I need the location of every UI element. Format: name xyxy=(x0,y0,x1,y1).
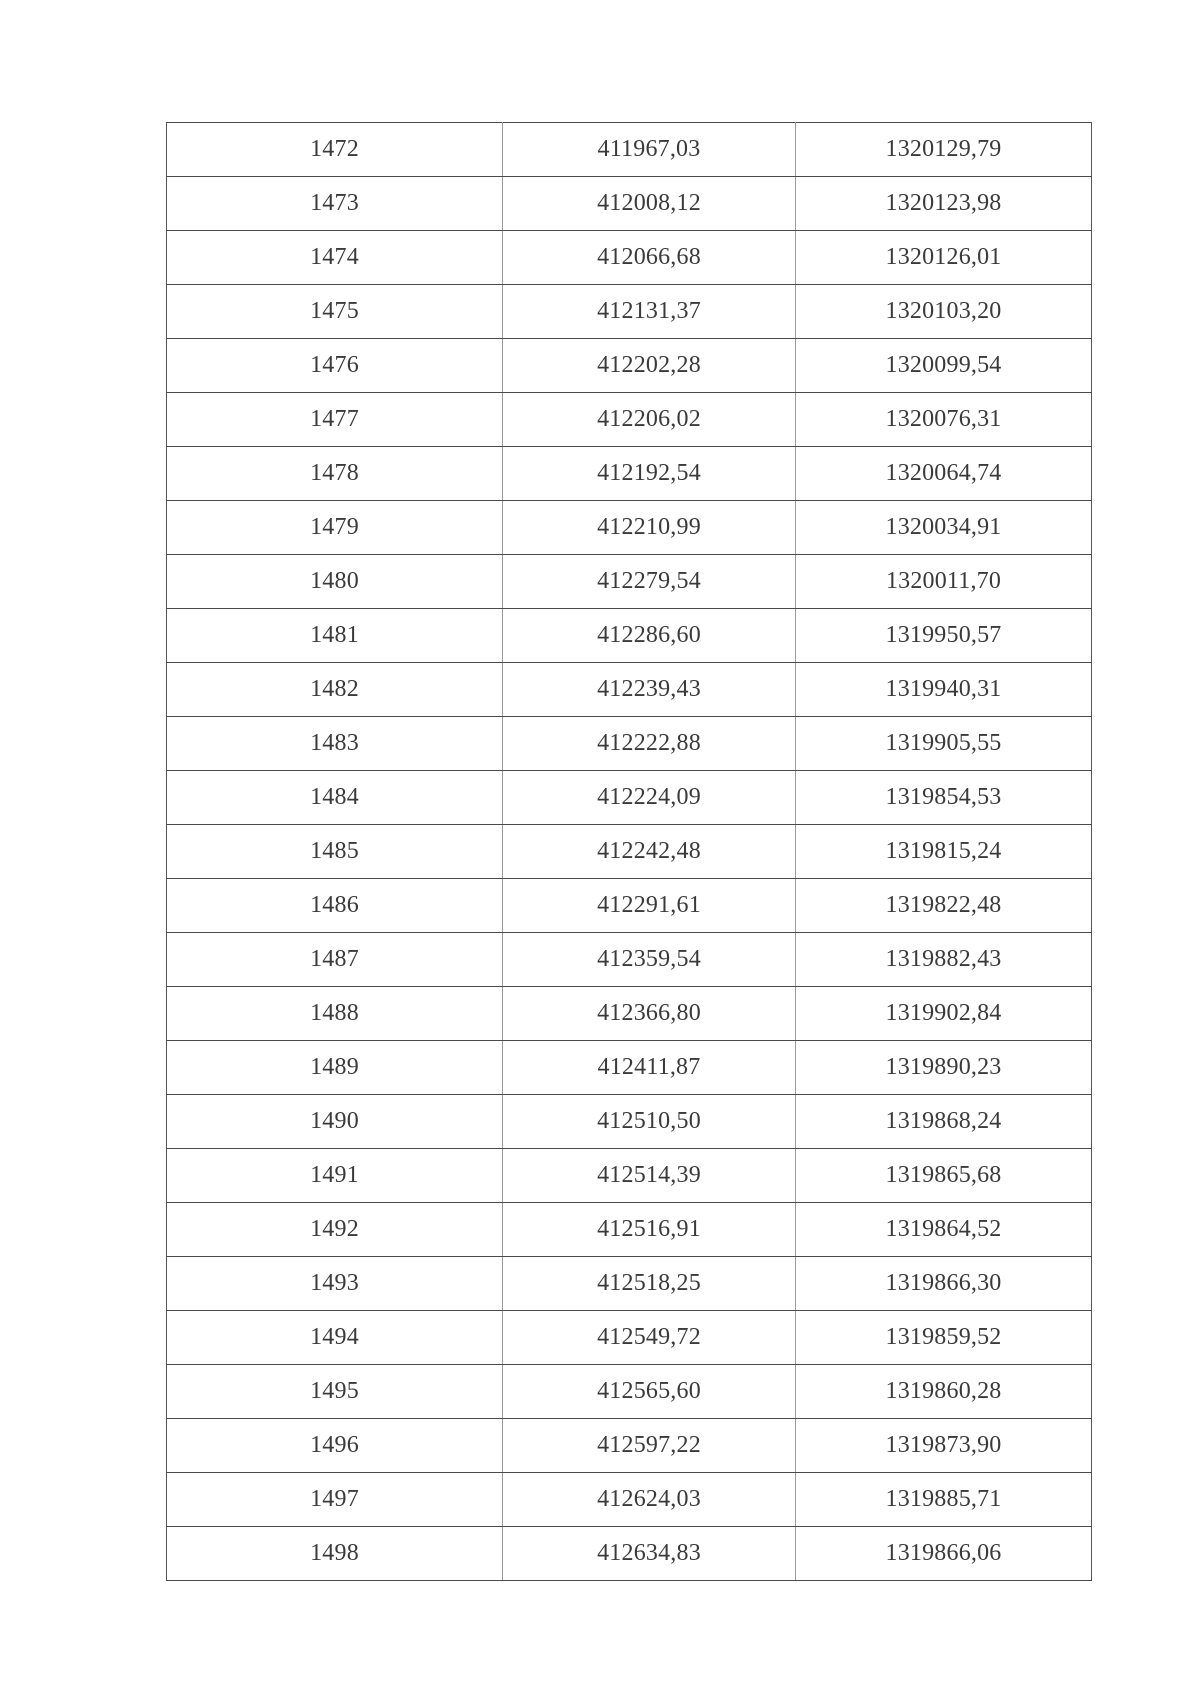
point-number-cell: 1489 xyxy=(167,1041,503,1095)
x-coordinate-cell: 412202,28 xyxy=(503,339,796,393)
coordinates-table xyxy=(166,122,1092,1581)
table-row xyxy=(167,663,1092,717)
y-coordinate-cell: 1320123,98 xyxy=(796,177,1092,231)
point-number-cell: 1493 xyxy=(167,1257,503,1311)
table-row xyxy=(167,1527,1092,1581)
point-number-cell: 1491 xyxy=(167,1149,503,1203)
y-coordinate-cell: 1320076,31 xyxy=(796,393,1092,447)
x-coordinate-cell: 412510,50 xyxy=(503,1095,796,1149)
x-coordinate-cell: 412131,37 xyxy=(503,285,796,339)
x-coordinate-cell: 412291,61 xyxy=(503,879,796,933)
x-coordinate-cell: 412634,83 xyxy=(503,1527,796,1581)
y-coordinate-cell: 1319868,24 xyxy=(796,1095,1092,1149)
point-number-cell: 1487 xyxy=(167,933,503,987)
table-row xyxy=(167,1473,1092,1527)
point-number-cell: 1480 xyxy=(167,555,503,609)
y-coordinate-cell: 1319940,31 xyxy=(796,663,1092,717)
y-coordinate-cell: 1320011,70 xyxy=(796,555,1092,609)
table-row xyxy=(167,933,1092,987)
y-coordinate-cell: 1319866,06 xyxy=(796,1527,1092,1581)
x-coordinate-cell: 412286,60 xyxy=(503,609,796,663)
table-row xyxy=(167,879,1092,933)
table-row xyxy=(167,123,1092,177)
point-number-cell: 1486 xyxy=(167,879,503,933)
x-coordinate-cell: 412366,80 xyxy=(503,987,796,1041)
point-number-cell: 1478 xyxy=(167,447,503,501)
point-number-cell: 1497 xyxy=(167,1473,503,1527)
point-number-cell: 1475 xyxy=(167,285,503,339)
table-row xyxy=(167,1419,1092,1473)
x-coordinate-cell: 412411,87 xyxy=(503,1041,796,1095)
table-row xyxy=(167,393,1092,447)
x-coordinate-cell: 412514,39 xyxy=(503,1149,796,1203)
table-row xyxy=(167,177,1092,231)
y-coordinate-cell: 1320103,20 xyxy=(796,285,1092,339)
table-row xyxy=(167,1365,1092,1419)
table-row xyxy=(167,825,1092,879)
point-number-cell: 1477 xyxy=(167,393,503,447)
x-coordinate-cell: 412206,02 xyxy=(503,393,796,447)
point-number-cell: 1484 xyxy=(167,771,503,825)
table-row xyxy=(167,609,1092,663)
table-row xyxy=(167,771,1092,825)
table-row xyxy=(167,1257,1092,1311)
y-coordinate-cell: 1319859,52 xyxy=(796,1311,1092,1365)
x-coordinate-cell: 412279,54 xyxy=(503,555,796,609)
x-coordinate-cell: 412597,22 xyxy=(503,1419,796,1473)
x-coordinate-cell: 412242,48 xyxy=(503,825,796,879)
table-row xyxy=(167,1311,1092,1365)
table-row xyxy=(167,231,1092,285)
x-coordinate-cell: 412224,09 xyxy=(503,771,796,825)
point-number-cell: 1481 xyxy=(167,609,503,663)
y-coordinate-cell: 1319902,84 xyxy=(796,987,1092,1041)
coordinates-table-body xyxy=(167,123,1092,1581)
y-coordinate-cell: 1319885,71 xyxy=(796,1473,1092,1527)
y-coordinate-cell: 1320099,54 xyxy=(796,339,1092,393)
x-coordinate-cell: 412210,99 xyxy=(503,501,796,555)
table-row xyxy=(167,1149,1092,1203)
y-coordinate-cell: 1319873,90 xyxy=(796,1419,1092,1473)
point-number-cell: 1488 xyxy=(167,987,503,1041)
x-coordinate-cell: 412192,54 xyxy=(503,447,796,501)
x-coordinate-cell: 412008,12 xyxy=(503,177,796,231)
x-coordinate-cell: 412359,54 xyxy=(503,933,796,987)
point-number-cell: 1474 xyxy=(167,231,503,285)
y-coordinate-cell: 1319864,52 xyxy=(796,1203,1092,1257)
x-coordinate-cell: 412518,25 xyxy=(503,1257,796,1311)
y-coordinate-cell: 1320034,91 xyxy=(796,501,1092,555)
table-row xyxy=(167,339,1092,393)
table-row xyxy=(167,501,1092,555)
point-number-cell: 1496 xyxy=(167,1419,503,1473)
point-number-cell: 1479 xyxy=(167,501,503,555)
table-row xyxy=(167,447,1092,501)
y-coordinate-cell: 1320126,01 xyxy=(796,231,1092,285)
y-coordinate-cell: 1319815,24 xyxy=(796,825,1092,879)
table-row xyxy=(167,1041,1092,1095)
y-coordinate-cell: 1320129,79 xyxy=(796,123,1092,177)
y-coordinate-cell: 1319905,55 xyxy=(796,717,1092,771)
y-coordinate-cell: 1319890,23 xyxy=(796,1041,1092,1095)
y-coordinate-cell: 1319882,43 xyxy=(796,933,1092,987)
y-coordinate-cell: 1319860,28 xyxy=(796,1365,1092,1419)
x-coordinate-cell: 412549,72 xyxy=(503,1311,796,1365)
table-row xyxy=(167,717,1092,771)
table-row xyxy=(167,1095,1092,1149)
point-number-cell: 1494 xyxy=(167,1311,503,1365)
y-coordinate-cell: 1319854,53 xyxy=(796,771,1092,825)
point-number-cell: 1490 xyxy=(167,1095,503,1149)
point-number-cell: 1482 xyxy=(167,663,503,717)
y-coordinate-cell: 1320064,74 xyxy=(796,447,1092,501)
y-coordinate-cell: 1319865,68 xyxy=(796,1149,1092,1203)
x-coordinate-cell: 412239,43 xyxy=(503,663,796,717)
table-row xyxy=(167,1203,1092,1257)
point-number-cell: 1472 xyxy=(167,123,503,177)
table-row xyxy=(167,555,1092,609)
y-coordinate-cell: 1319866,30 xyxy=(796,1257,1092,1311)
point-number-cell: 1485 xyxy=(167,825,503,879)
table-row xyxy=(167,285,1092,339)
x-coordinate-cell: 412222,88 xyxy=(503,717,796,771)
x-coordinate-cell: 412624,03 xyxy=(503,1473,796,1527)
x-coordinate-cell: 412066,68 xyxy=(503,231,796,285)
y-coordinate-cell: 1319822,48 xyxy=(796,879,1092,933)
table-row xyxy=(167,987,1092,1041)
point-number-cell: 1473 xyxy=(167,177,503,231)
x-coordinate-cell: 411967,03 xyxy=(503,123,796,177)
point-number-cell: 1492 xyxy=(167,1203,503,1257)
point-number-cell: 1498 xyxy=(167,1527,503,1581)
x-coordinate-cell: 412565,60 xyxy=(503,1365,796,1419)
point-number-cell: 1495 xyxy=(167,1365,503,1419)
y-coordinate-cell: 1319950,57 xyxy=(796,609,1092,663)
x-coordinate-cell: 412516,91 xyxy=(503,1203,796,1257)
point-number-cell: 1483 xyxy=(167,717,503,771)
point-number-cell: 1476 xyxy=(167,339,503,393)
